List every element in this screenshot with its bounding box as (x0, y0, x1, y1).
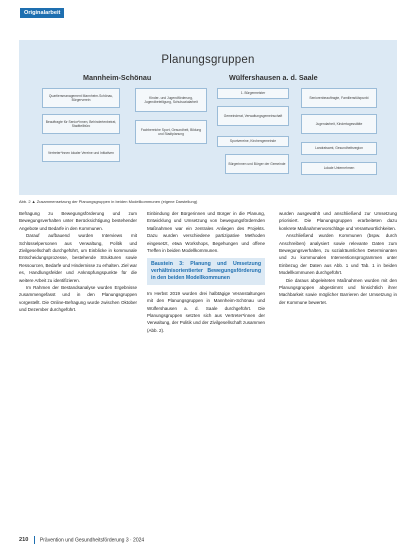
figure-box: 1. Bürgermeister (217, 88, 289, 99)
footer-divider (34, 536, 35, 544)
figure-box: Kinder- und Jugendförderung, Jugendbeteiligung, Schulsozialarbeit (135, 88, 207, 112)
text-column-1 (19, 210, 137, 314)
paragraph: Darauf aufbauend wurden Interviews mit Schlüsselpersonen aus Verwaltung, Politik und Zivilgesellschaft durchgeführt, um Einblicke in kommunale Entscheidungsprozesse, bestehende Strukturen sowie Ressourcen, Bedarfe und Hindernisse zu erhalten. Ziel war es, Handlungsfelder und Anknüpfungspunkte für die weitere Arbeit zu identifizieren. (19, 233, 137, 283)
figure-box: Seniorenbeauftragte, Familienstützpunkt (301, 88, 377, 108)
paragraph: Die daraus abgeleiteten Maßnahmen wurden mit den Planungsgruppen abgestimmt und hinsichtlich ihrer Machbarkeit sowie möglicher Barrieren der Umsetzung in der Kommune bewertet. (279, 277, 397, 305)
figure-box: Fachbereiche Sport, Gesundheit, Bildung und Stadtplanung (135, 120, 207, 144)
figure-box: Quartiersmanagement Mannheim-Schönau, Bürgerverein (42, 88, 120, 108)
paragraph: Befragung zu Bewegungsförderung und zum Bewegungsverhalten unter Berücksichtigung bestehender Angebote und Bedarfe in den Kommunen. (19, 211, 137, 231)
text-column-2 (147, 210, 265, 334)
figure-box: Gemeinderat, Verwaltungsgemeinschaft (217, 106, 289, 126)
figure-box: Sportvereine, Kirchengemeinde (217, 136, 289, 147)
paragraph: Einbindung der Bürgerinnen und Bürger in die Planung, Entwicklung und Umsetzung von bewegungsfördernden Maßnahmen war ein zentrales Anliegen des Projekts. Dazu wurden verschiedene partizipative Methoden eingesetzt, etwa Workshops, Begehungen und offene Treffen in beiden Modellkommunen. (147, 211, 265, 254)
figure-box: Lokale Unternehmen (301, 162, 377, 175)
paragraph: Anschließend wurden Kommunen (bspw. durch Anschreiben) analysiert sowie relevante Daten zum Bewegungsverhalten, zu sozialräumlichen Determinanten und zu kommunalen Interventionsprogrammen unter Einbezug der Daten aus Abb. 1 und Tab. 1 in beiden Modellkommunen durchgeführt. (279, 233, 397, 276)
page-footer (19, 536, 144, 544)
figure-box: Landratsamt, Gesundheitsregion (301, 142, 377, 155)
paragraph: Im Herbst 2019 wurden drei halbtägige Veranstaltungen mit den Planungsgruppen in Mannheim-Schönau und Wülfershausen a. d. Saale durchgeführt. Die Planungsgruppen setzten sich aus Vertreter*innen der Verwaltung, der Politik und der Zivilgesellschaft zusammen (Abb. 2). (147, 290, 265, 333)
figure-box: Bürgerinnen und Bürger der Gemeinde (225, 154, 289, 174)
figure-caption: Abb. 2 ▲ Zusammensetzung der Planungsgruppen in beiden Modellkommunen (eigene Darstellung) (19, 199, 198, 204)
text-column-3 (279, 210, 397, 306)
paragraph: Im Rahmen der Bestandsanalyse wurden Ergebnisse zusammengefasst und in den Planungsgruppen vorgestellt. Die Online-Befragung wurde zwischen Oktober und Dezember durchgeführt. (19, 285, 137, 313)
journal-name: Prävention und Gesundheitsförderung 3 · 2024 (39, 537, 145, 544)
page-number: 210 (19, 537, 29, 544)
figure-title: Planungsgruppen (161, 54, 255, 66)
region-title-mannheim: Mannheim-Schönau (83, 73, 152, 82)
figure-box: Beauftragte für Senior*innen, Behindertenbeirat, Stadtteilbüro (42, 114, 120, 134)
section-heading: Baustein 3: Planung und Umsetzung verhältnisorientierter Bewegungsförderung in den beiden Modellkommunen (147, 258, 265, 284)
figure-box: Vertreter*innen lokaler Vereine und Initiativen (42, 144, 120, 162)
region-title-wuelfershausen: Wülfershausen a. d. Saale (229, 73, 318, 82)
figure-planungsgruppen (19, 40, 397, 195)
figure-box: Jugendarbeit, Kindertagesstätte (301, 114, 377, 134)
paragraph: wurden ausgewählt und anschließend zur Umsetzung priorisiert. Die Planungsgruppen erarbeiteten dazu konkrete Maßnahmenvorschläge und Verantwortlichkeiten. (279, 211, 397, 231)
section-tag: Originalarbeit (20, 8, 64, 18)
